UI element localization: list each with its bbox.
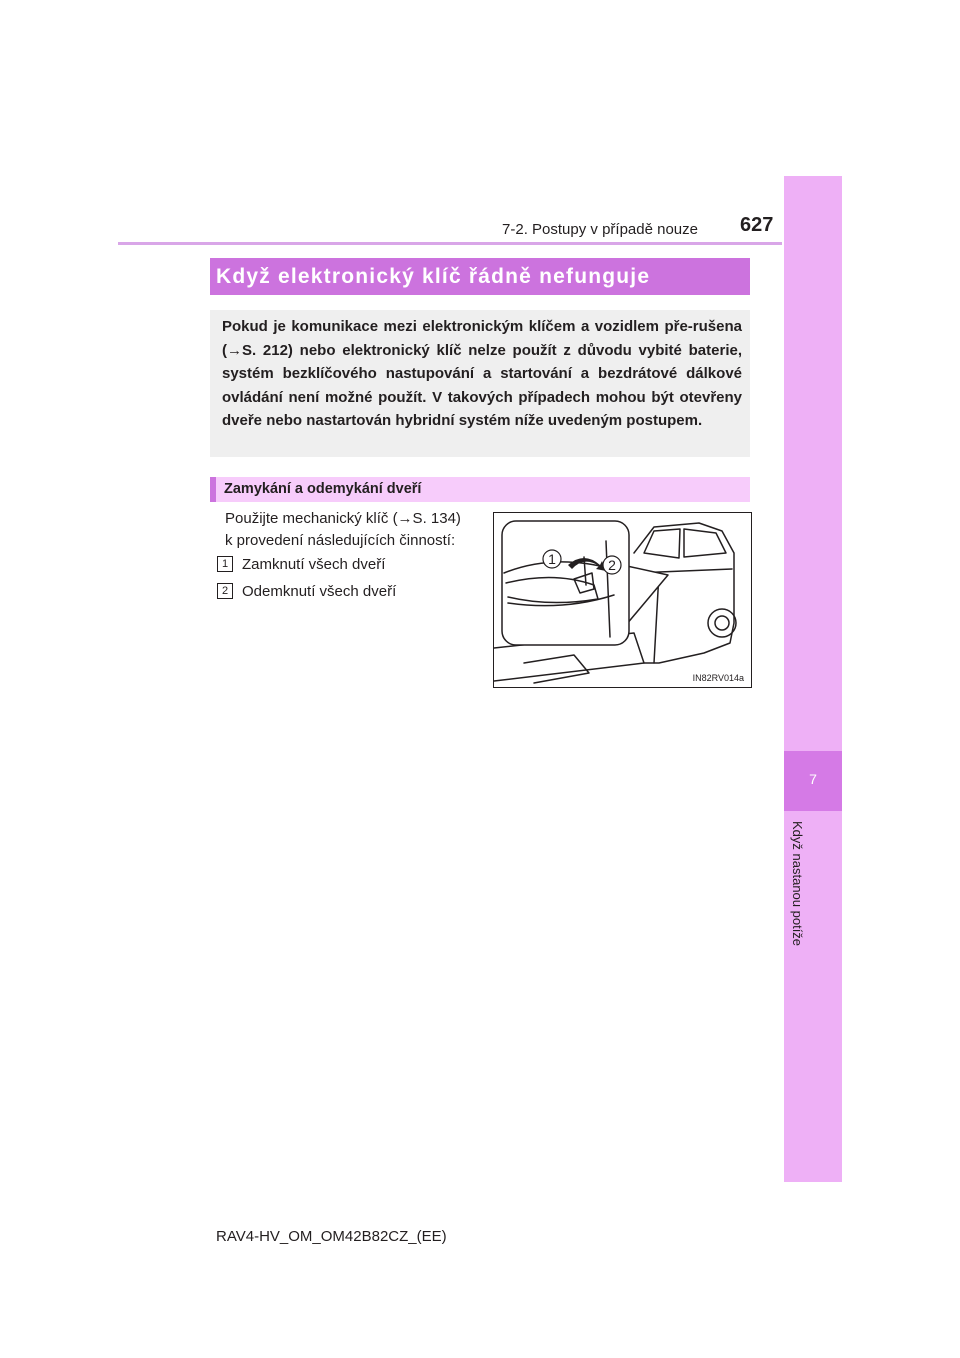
intro-box (210, 310, 750, 457)
step-item (217, 583, 396, 600)
callout-pointer (626, 566, 668, 625)
callout-label-1: 1 (548, 551, 556, 567)
instruction-line-2: k provedení následujících činností: (225, 532, 456, 549)
callout-label-2: 2 (608, 557, 616, 573)
chapter-label: Když nastanou potíže (790, 821, 805, 947)
page-title: Když elektronický klíč řádně nefunguje (210, 258, 750, 295)
car-door-drawing (494, 513, 751, 687)
step-text: Odemknutí všech dveří (242, 583, 397, 600)
step-item (217, 556, 385, 573)
step-number-badge: 2 (217, 583, 233, 599)
header-rule (118, 242, 782, 245)
section-heading: Zamykání a odemykání dveří (210, 477, 750, 502)
figure-code: IN82RV014a (692, 673, 744, 683)
car-door-illustration (493, 512, 752, 688)
step-text: Zamknutí všech dveří (242, 556, 386, 573)
chapter-side-tab (784, 176, 842, 1182)
car-window-front (684, 529, 726, 557)
instruction-line-1: Použijte mechanický klíč (→S. 134) (225, 510, 461, 527)
car-wheel-hub (715, 616, 729, 630)
footer-model-code: RAV4-HV_OM_OM42B82CZ_(EE) (216, 1228, 447, 1245)
chapter-number: 7 (809, 771, 817, 787)
car-grille (524, 655, 589, 683)
intro-text: Pokud je komunikace mezi elektronickým klíčem a vozidlem pře-rušena (→S. 212) nebo elektronický klíč nelze použít z důvodu vybité baterie, systém bezklíčového nastupování a startování a bezdrátové dálkové ovládání není možné použít. V takových případech mohou být otevřeny dveře nebo nastartován hybridní systém níže uvedeným postupem. (222, 318, 742, 430)
instruction-text (225, 508, 491, 552)
step-number-badge: 1 (217, 556, 233, 572)
car-wheel (708, 609, 736, 637)
header-section-title: 7-2. Postupy v případě nouze (502, 221, 698, 238)
page-number: 627 (740, 214, 774, 236)
